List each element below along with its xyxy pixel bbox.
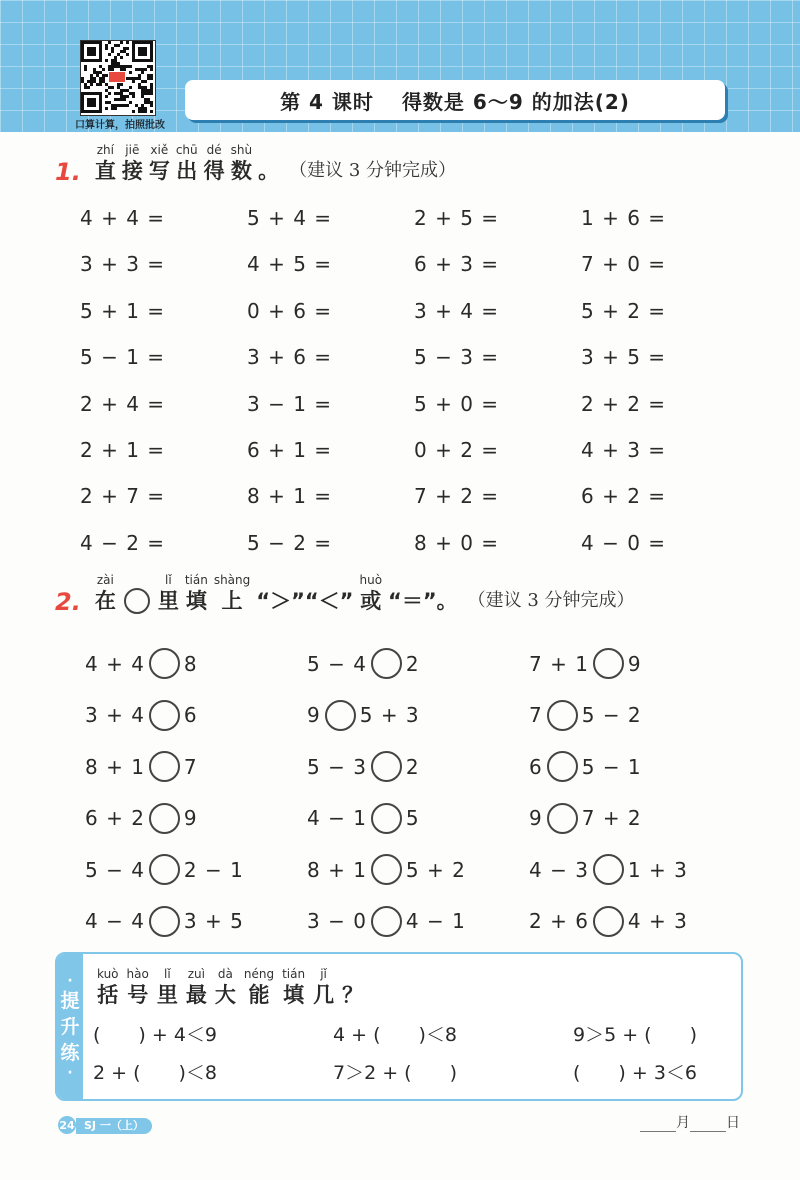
- word-li: lǐ 里: [157, 573, 179, 613]
- equation: 6 + 3 =: [414, 252, 500, 277]
- left-expression: 4 + 4: [85, 651, 145, 676]
- boost-question[interactable]: ( ) + 4＜9: [93, 1024, 218, 1046]
- boost-question[interactable]: 9＞5 + ( ): [573, 1024, 698, 1046]
- heading-word: dé 得: [203, 143, 225, 183]
- right-expression: 2: [405, 651, 420, 676]
- comparison-item: [529, 638, 751, 690]
- section-1-equations: [80, 200, 760, 571]
- left-expression: 9: [307, 703, 321, 728]
- boost-tab: [57, 954, 83, 1099]
- left-expression: 9: [529, 806, 543, 831]
- inline-circle: [122, 572, 152, 614]
- right-expression: 9: [183, 806, 198, 831]
- right-expression: 5: [405, 806, 420, 831]
- date-line[interactable]: [640, 1112, 750, 1132]
- left-expression: 4 − 3: [529, 857, 589, 882]
- qr-caption: 口算计算，拍照批改: [75, 120, 165, 131]
- right-expression: 7 + 2: [581, 806, 642, 831]
- answer-circle[interactable]: [325, 700, 356, 731]
- equation: 4 + 4 =: [80, 206, 166, 230]
- boost-title-word: zuì 最: [185, 967, 207, 1007]
- answer-circle[interactable]: [149, 854, 180, 885]
- word-shang: shàng 上: [213, 573, 251, 613]
- equation: 2 + 5 =: [414, 206, 500, 230]
- left-expression: 3 + 4: [85, 703, 145, 728]
- boost-question[interactable]: ( ) + 3＜6: [573, 1062, 698, 1084]
- word-huo: huò 或: [359, 573, 383, 613]
- right-expression: 4 + 3: [627, 909, 688, 934]
- left-expression: 4 − 4: [85, 909, 145, 934]
- comparison-item: [529, 741, 751, 793]
- comparison-item: [85, 793, 307, 845]
- comparison-item: [307, 741, 529, 793]
- word-tian: tián 填: [184, 573, 208, 613]
- answer-circle[interactable]: [149, 700, 180, 731]
- boost-title: [97, 966, 371, 1008]
- answer-circle[interactable]: [371, 854, 402, 885]
- boost-title-word: tián 填: [282, 967, 306, 1007]
- symbol-eq: “＝”。: [388, 589, 458, 613]
- section-2-hint: （建议 3 分钟完成）: [467, 590, 635, 611]
- left-expression: 3 − 0: [307, 909, 367, 934]
- comparison-item: [85, 896, 307, 948]
- equation: 3 + 4 =: [414, 298, 500, 323]
- comparison-item: [529, 896, 751, 948]
- comparison-item: [307, 638, 529, 690]
- left-expression: 5 − 3: [307, 754, 367, 779]
- left-expression: 6: [529, 754, 543, 779]
- lesson-number: 第 4 课时: [280, 89, 374, 114]
- equation: 4 + 3 =: [581, 437, 667, 462]
- left-expression: 7: [529, 703, 543, 728]
- heading-word: xiě 写: [148, 143, 170, 183]
- equation: 5 + 2 =: [581, 298, 667, 323]
- comparison-item: [85, 690, 307, 742]
- boost-question[interactable]: 2 + ( )＜8: [93, 1062, 218, 1084]
- right-expression: 2 − 1: [183, 857, 244, 882]
- right-expression: 5 − 2: [581, 703, 642, 728]
- book-tag: SJ 一（上）: [76, 1118, 152, 1134]
- boost-title-word: kuò 括: [97, 967, 119, 1007]
- equation: 3 + 6 =: [247, 345, 333, 370]
- answer-circle[interactable]: [149, 803, 180, 834]
- equation: 5 − 1 =: [80, 345, 166, 370]
- left-expression: 8 + 1: [85, 754, 145, 779]
- equation: 1 + 6 =: [581, 206, 667, 230]
- answer-circle[interactable]: [593, 648, 624, 679]
- boost-tab-char: ·: [67, 972, 73, 989]
- answer-circle[interactable]: [547, 700, 578, 731]
- heading-word: chū 出: [175, 143, 198, 183]
- equation: 7 + 2 =: [414, 484, 500, 509]
- equation: 2 + 1 =: [80, 437, 166, 462]
- section-1-hint: （建议 3 分钟完成）: [289, 160, 457, 181]
- equation: 4 − 0 =: [581, 530, 667, 555]
- boost-question[interactable]: 7＞2 + ( ): [333, 1062, 458, 1084]
- equation: 3 + 5 =: [581, 345, 667, 370]
- boost-tab-char: ·: [67, 1064, 73, 1081]
- answer-circle[interactable]: [371, 648, 402, 679]
- answer-circle[interactable]: [547, 803, 578, 834]
- boost-title-word: dà 大: [214, 967, 236, 1007]
- right-expression: 5 + 2: [405, 857, 466, 882]
- section-2-heading: [55, 572, 635, 614]
- left-expression: 6 + 2: [85, 806, 145, 831]
- equation: 5 + 4 =: [247, 206, 333, 230]
- left-expression: 7 + 1: [529, 651, 589, 676]
- left-expression: 4 − 1: [307, 806, 367, 831]
- comparison-item: [307, 690, 529, 742]
- heading-word: shù 数: [230, 143, 253, 183]
- equation: 8 + 1 =: [247, 484, 333, 509]
- equation: 6 + 2 =: [581, 484, 667, 509]
- right-expression: 9: [627, 651, 642, 676]
- equation: 5 + 0 =: [414, 391, 500, 416]
- boost-title-word: hào 号: [126, 967, 149, 1007]
- equation: 5 + 1 =: [80, 298, 166, 323]
- equation: 2 + 4 =: [80, 391, 166, 416]
- answer-circle[interactable]: [593, 906, 624, 937]
- boost-title-word: ？: [342, 983, 364, 1007]
- month-label: 月: [676, 1115, 690, 1131]
- comparison-item: [529, 844, 751, 896]
- lesson-topic: 得数是 6～9 的加法(2): [401, 89, 630, 114]
- equation: 3 + 3 =: [80, 252, 166, 277]
- answer-circle[interactable]: [149, 648, 180, 679]
- equation: 5 − 3 =: [414, 345, 500, 370]
- equation: 4 − 2 =: [80, 530, 166, 555]
- symbols-gt-lt: “＞”“＜”: [256, 589, 354, 613]
- section-2-comparisons: [85, 638, 765, 947]
- comparison-item: [85, 844, 307, 896]
- day-label: 日: [726, 1115, 740, 1131]
- section-1-heading: [55, 142, 456, 184]
- answer-circle[interactable]: [371, 906, 402, 937]
- answer-circle[interactable]: [593, 854, 624, 885]
- boost-title-word: jǐ 几: [313, 967, 335, 1007]
- comparison-item: [307, 844, 529, 896]
- boost-practice-box: [55, 952, 743, 1101]
- equation: 8 + 0 =: [414, 530, 500, 555]
- boost-title-word: lǐ 里: [156, 967, 178, 1007]
- right-expression: 4 − 1: [405, 909, 466, 934]
- left-expression: 2 + 6: [529, 909, 589, 934]
- right-expression: 1 + 3: [627, 857, 688, 882]
- qr-code[interactable]: [80, 40, 156, 116]
- heading-word: zhí 直: [94, 143, 116, 183]
- answer-circle[interactable]: [371, 751, 402, 782]
- equation: 2 + 2 =: [581, 391, 667, 416]
- heading-word: jiē 接: [121, 143, 143, 183]
- answer-circle[interactable]: [149, 906, 180, 937]
- boost-tab-char: 练: [60, 1041, 80, 1064]
- lesson-title: [185, 80, 725, 120]
- section-2-number: 2.: [55, 588, 81, 616]
- equation: 3 − 1 =: [247, 391, 333, 416]
- comparison-item: [307, 793, 529, 845]
- left-expression: 5 − 4: [85, 857, 145, 882]
- right-expression: 2: [405, 754, 420, 779]
- equation: 7 + 0 =: [581, 252, 667, 277]
- equation: 6 + 1 =: [247, 437, 333, 462]
- right-expression: 7: [183, 754, 198, 779]
- comparison-item: [529, 690, 751, 742]
- equation: 4 + 5 =: [247, 252, 333, 277]
- comparison-item: [85, 741, 307, 793]
- equation: 0 + 2 =: [414, 437, 500, 462]
- answer-circle[interactable]: [149, 751, 180, 782]
- boost-title-word: néng 能: [243, 967, 275, 1007]
- comparison-item: [307, 896, 529, 948]
- page-number: 24: [58, 1116, 76, 1134]
- answer-circle[interactable]: [371, 803, 402, 834]
- answer-circle[interactable]: [547, 751, 578, 782]
- right-expression: 6: [183, 703, 198, 728]
- right-expression: 8: [183, 651, 198, 676]
- comparison-item: [85, 638, 307, 690]
- comparison-item: [529, 793, 751, 845]
- word-zai: zài 在: [94, 573, 116, 613]
- boost-tab-char: 升: [60, 1015, 80, 1038]
- equation: 5 − 2 =: [247, 530, 333, 555]
- boost-questions: [93, 1016, 733, 1092]
- equation: 0 + 6 =: [247, 298, 333, 323]
- right-expression: 5 − 1: [581, 754, 642, 779]
- right-expression: 3 + 5: [183, 909, 244, 934]
- left-expression: 8 + 1: [307, 857, 367, 882]
- right-expression: 5 + 3: [359, 703, 420, 728]
- heading-word: 。: [258, 159, 280, 183]
- equation: 2 + 7 =: [80, 484, 166, 509]
- boost-question[interactable]: 4 + ( )＜8: [333, 1024, 458, 1046]
- left-expression: 5 − 4: [307, 651, 367, 676]
- section-1-number: 1.: [55, 158, 81, 186]
- boost-tab-char: 提: [60, 989, 80, 1012]
